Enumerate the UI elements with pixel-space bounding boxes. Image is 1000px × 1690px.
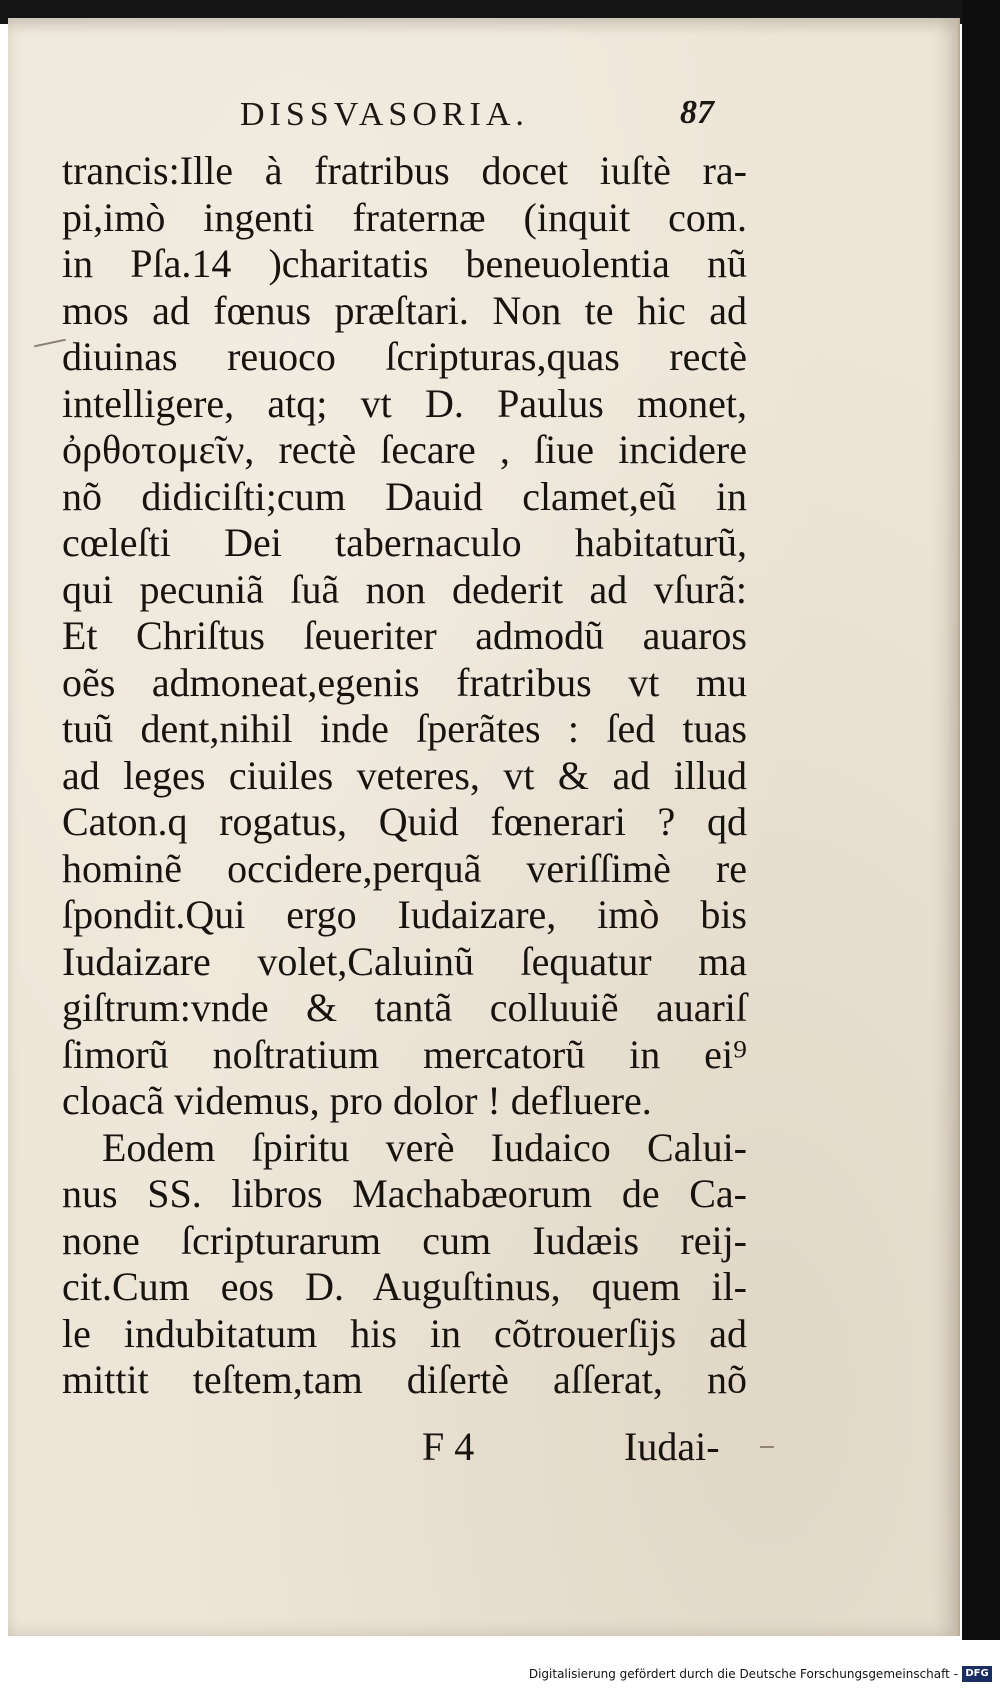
text-line: pi,imò ingenti fraternæ (inquit com. xyxy=(62,194,747,240)
digitization-footer xyxy=(0,1664,1000,1690)
text-line: ὀρθοτομεῖν, rectè ſecare , ſiue incidere xyxy=(62,427,747,472)
text-line: giſtrum:vnde & tantã colluuiẽ auariſ xyxy=(62,985,747,1030)
catchword: Iudai- xyxy=(624,1424,720,1469)
text-line: oẽs admoneat,egenis fratribus vt mu xyxy=(62,659,747,705)
text-line: nus SS. libros Machabæorum de Ca- xyxy=(62,1171,747,1216)
text-line: tuũ dent,nihil inde ſperãtes : ſed tuas xyxy=(62,706,747,751)
signature-line xyxy=(8,1423,958,1473)
footer-credit: Digitalisierung gefördert durch die Deutsche Forschungsgemeinschaft - xyxy=(528,1667,958,1681)
text-line: Iudaizare volet,Caluinũ ſequatur ma xyxy=(62,938,747,984)
text-line: cœleſti Dei tabernaculo habitaturũ, xyxy=(62,520,747,565)
text-line: intelligere, atq; vt D. Paulus monet, xyxy=(62,380,747,426)
text-line: nõ didiciſti;cum Dauid clamet,eũ in xyxy=(62,473,747,519)
text-line: ad leges ciuiles veteres, vt & ad illud xyxy=(62,752,747,798)
text-line: qui pecuniã ſuã non dederit ad vſurã: xyxy=(62,566,747,612)
signature-mark: F 4 xyxy=(422,1424,475,1469)
main-text xyxy=(62,148,747,1404)
scan-right-edge xyxy=(962,0,1000,1640)
page-number: 87 xyxy=(680,94,714,131)
margin-mark xyxy=(760,1446,774,1448)
text-line: Eodem ſpiritu verè Iudaico Calui- xyxy=(102,1124,747,1170)
text-line: hominẽ occidere,perquã veriſſimè re xyxy=(62,845,747,891)
text-line: le indubitatum his in cõtrouerſijs ad xyxy=(62,1310,747,1356)
book-page xyxy=(8,18,960,1636)
text-line: cloacã videmus, pro dolor ! defluere. xyxy=(62,1078,652,1123)
dfg-logo-icon: DFG xyxy=(962,1666,992,1682)
text-line: cit.Cum eos D. Auguſtinus, quem il- xyxy=(62,1264,747,1309)
text-line: Et Chriſtus ſeueriter admodũ auaros xyxy=(62,613,747,658)
text-line: diuinas reuoco ſcripturas,quas rectè xyxy=(62,334,747,379)
text-line: ſpondit.Qui ergo Iudaizare, imò bis xyxy=(62,892,747,937)
text-line: Caton.q rogatus, Quid fœnerari ? qd xyxy=(62,799,747,844)
text-line: mittit teſtem,tam diſertè aſſerat, nõ xyxy=(62,1357,747,1402)
running-title: DISSVASORIA. xyxy=(240,96,529,133)
text-line: trancis:Ille à fratribus docet iuſtè ra- xyxy=(62,148,747,193)
text-line: mos ad fœnus præſtari. Non te hic ad xyxy=(62,287,747,333)
text-line: none ſcripturarum cum Iudæis reij- xyxy=(62,1217,747,1263)
running-head xyxy=(8,84,958,144)
text-line: ſimorũ noſtratium mercatorũ in ei⁹ xyxy=(62,1031,747,1077)
text-line: in Pſa.14 )charitatis beneuolentia nũ xyxy=(62,241,747,286)
